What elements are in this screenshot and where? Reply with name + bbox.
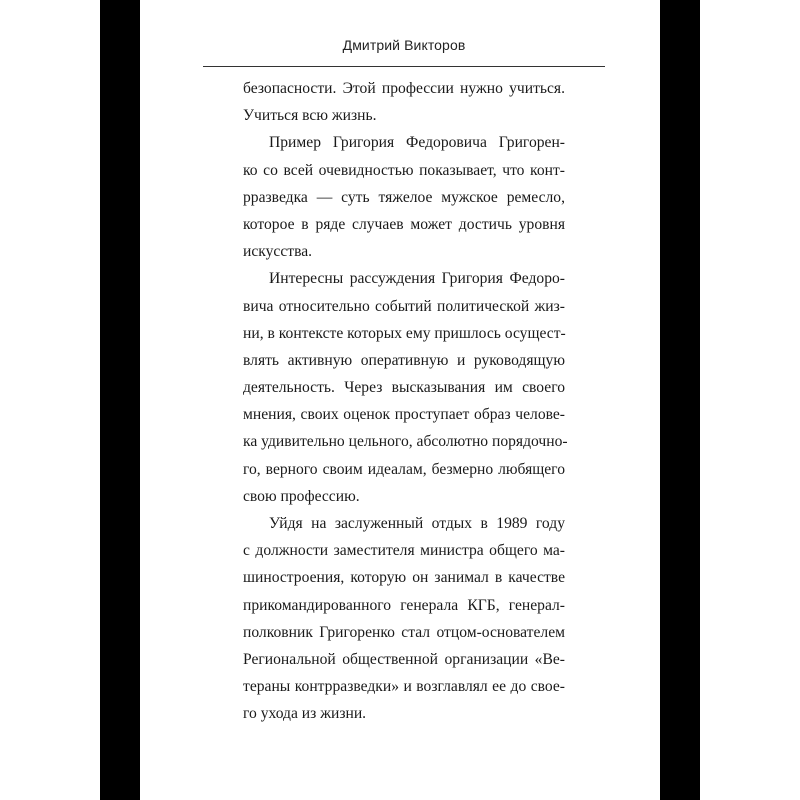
text-line: искусства. [243,243,313,261]
text-line: ка удивительно цельного, абсолютно порядочно- [243,433,568,451]
right-black-margin [660,0,700,800]
text-line: полковник Григоренко стал отцом-основателем [243,623,565,641]
text-line: Интересны рассуждения Григория Федоро- [269,270,565,288]
text-line: влять активную оперативную и руководящую [243,351,565,369]
text-line: Региональной общественной организации «Ве- [243,650,565,668]
text-line: го ухода из жизни. [243,705,367,723]
text-line: Уйдя на заслуженный отдых в 1989 году [269,515,565,532]
text-line: ко со всей очевидностью показывает, что конт- [243,161,565,179]
text-line: тераны контрразведки» и возглавлял ее до свое- [243,678,565,696]
text-line: прикомандированного генерала КГБ, генерал- [243,596,565,614]
text-line: которое в ряде случаев может достичь уровня [243,215,565,233]
text-line: безопасности. Этой профессии нужно учиться. [243,80,565,97]
header-rule [203,66,605,67]
text-line: го, верного своим идеалам, безмерно любящего [243,460,565,478]
body-text [243,75,568,728]
text-line: Пример Григория Федоровича Григорен- [269,134,565,152]
text-line: Учиться всю жизнь. [243,107,377,125]
text-line: вича относительно событий политической жиз- [243,297,565,315]
running-title: Дмитрий Викторов [342,37,466,53]
text-line: деятельность. Через высказывания им своего [243,379,565,397]
left-black-margin [100,0,140,800]
text-line: свою профессию. [243,487,360,505]
text-line: мнения, своих оценок проступает образ челове- [243,406,565,424]
book-page [140,0,660,800]
text-line: рразведка — суть тяжелое мужское ремесло, [243,188,565,206]
text-line: ни, в контексте которых ему пришлось осущест- [243,324,566,342]
text-line: шиностроения, которую он занимал в качестве [243,569,565,587]
text-line: с должности заместителя министра общего ма- [243,542,565,560]
